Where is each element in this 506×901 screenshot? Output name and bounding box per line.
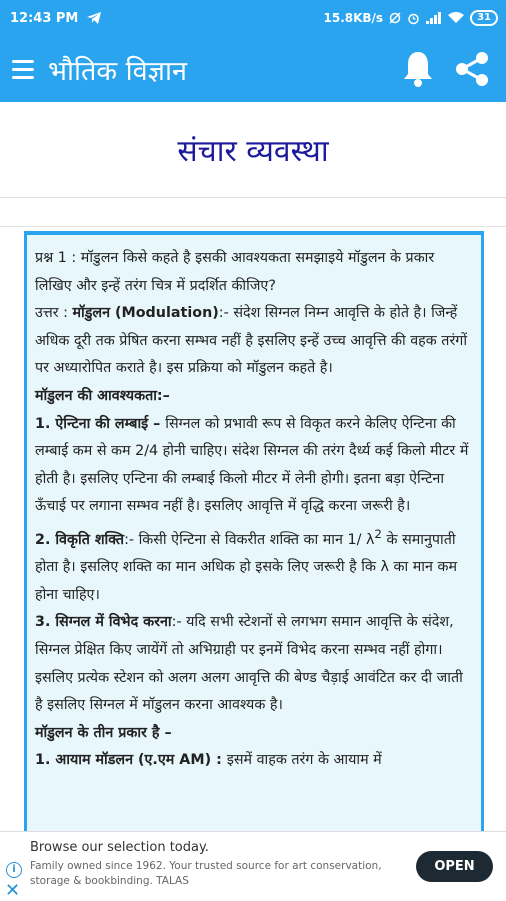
- point-3-text: :- यदि सभी स्टेशनों से लगभग समान आवृत्ति के संदेश, सिग्नल प्रेक्षित किए जायेंगें तो अभिग्राही पर इनमें विभेद करना सम्भव नहीं होगा। इसलिए प्रत्येक स्टेशन को अलग अलग आवृत्ति की बेण्ड चैड़ाई आवंटित कर दी जाती है इसलिए सिग्नल में मॉडुलन करना आवश्यक है।: [35, 614, 463, 714]
- page-title: संचार व्यवस्था: [0, 102, 506, 198]
- ad-banner[interactable]: [0, 831, 506, 900]
- question-paragraph: [35, 245, 473, 300]
- notification-bell-icon[interactable]: [396, 47, 440, 91]
- ad-info-icon[interactable]: i: [6, 862, 22, 878]
- wifi-icon: [448, 12, 464, 24]
- battery-indicator: 31: [470, 10, 498, 26]
- type-1: [35, 747, 473, 775]
- point-1-text: सिग्नल को प्रभावी रूप से विकृत करने केलिए ऐन्टिना की लम्बाई कम से कम 2/4 होनी चाहिए। संदेश सिग्नल की तरंग दैर्ध्य कई किलो मीटर में होती है। इसलिए एन्टिना की लम्बाई किलो मीटर में लेनी होगी। इतना बड़ा ऐन्टिना ऊँचाई पर लगाना सम्भव नहीं है। इसलिए आवृत्ति में वृद्धि करना जरूरी है।: [35, 415, 469, 515]
- point-2-title: 2. विकृति शक्ति: [35, 531, 125, 548]
- point-3-title: 3. सिग्नल में विभेद करना: [35, 614, 172, 631]
- signal-icon: [426, 12, 442, 24]
- answer-paragraph: [35, 300, 473, 383]
- status-bar: [0, 0, 506, 36]
- point-1: [35, 411, 473, 521]
- types-heading: मॉडुलन के तीन प्रकार है –: [35, 724, 172, 741]
- status-time: 12:43 PM: [10, 10, 79, 26]
- need-heading: मॉडुलन की आवश्यकता:–: [35, 387, 170, 404]
- point-2: [35, 521, 473, 610]
- network-speed: 15.8KB/s: [323, 11, 384, 25]
- point-2-text-a: :- किसी ऐन्टिना से विकरीत शक्ति का मान 1/ λ: [124, 531, 375, 548]
- point-2-superscript: 2: [374, 526, 382, 541]
- answer-label: उत्तर :: [35, 305, 73, 322]
- app-title: भौतिक विज्ञान: [48, 55, 187, 87]
- article-content: [24, 231, 484, 831]
- telegram-icon: [86, 11, 102, 25]
- ad-title[interactable]: Browse our selection today.: [30, 840, 209, 855]
- divider: [0, 226, 506, 227]
- app-bar: [0, 36, 506, 102]
- point-1-title: 1. ऐन्टिना की लम्बाई –: [35, 415, 166, 432]
- menu-icon[interactable]: [12, 60, 34, 79]
- type-1-title: 1. आयाम मॉडलन (ए.एम AM) :: [35, 752, 227, 769]
- point-2-text-b: के समानुपाती होता है। इसलिए शक्ति का मान अधिक हो इसके लिए जरूरी है कि λ का मान कम होना चाहिए।: [35, 531, 458, 603]
- ad-open-button[interactable]: OPEN: [416, 851, 493, 882]
- ad-close-icon[interactable]: ✕: [5, 880, 21, 901]
- answer-term: मॉडुलन (Modulation): [72, 305, 219, 322]
- ad-description[interactable]: Family owned since 1962. Your trusted source for art conservation, storage & bookbinding. TALAS: [30, 860, 382, 887]
- share-icon[interactable]: [450, 47, 494, 91]
- point-3: [35, 609, 473, 719]
- question-text: प्रश्न 1 : मॉडुलन किसे कहते है इसकी आवश्यकता समझाइये मॉडुलन के प्रकार लिखिए और इन्हें तरंग चित्र में प्रदर्शित कीजिए?: [35, 250, 435, 294]
- sync-off-icon: [389, 12, 401, 24]
- alarm-icon: [407, 12, 420, 25]
- type-1-text: इसमें वाहक तरंग के आयाम में: [226, 752, 382, 769]
- answer-text: :- संदेश सिग्नल निम्न आवृत्ति के होते है। जिन्हें अधिक दूरी तक प्रेषित करना सम्भव नहीं है इसलिए इन्हें उच्च आवृत्ति की वहक तरंगों पर अध्यारोपित कराते है। इस प्रक्रिया को मॉडुलन कहते है।: [35, 305, 468, 377]
